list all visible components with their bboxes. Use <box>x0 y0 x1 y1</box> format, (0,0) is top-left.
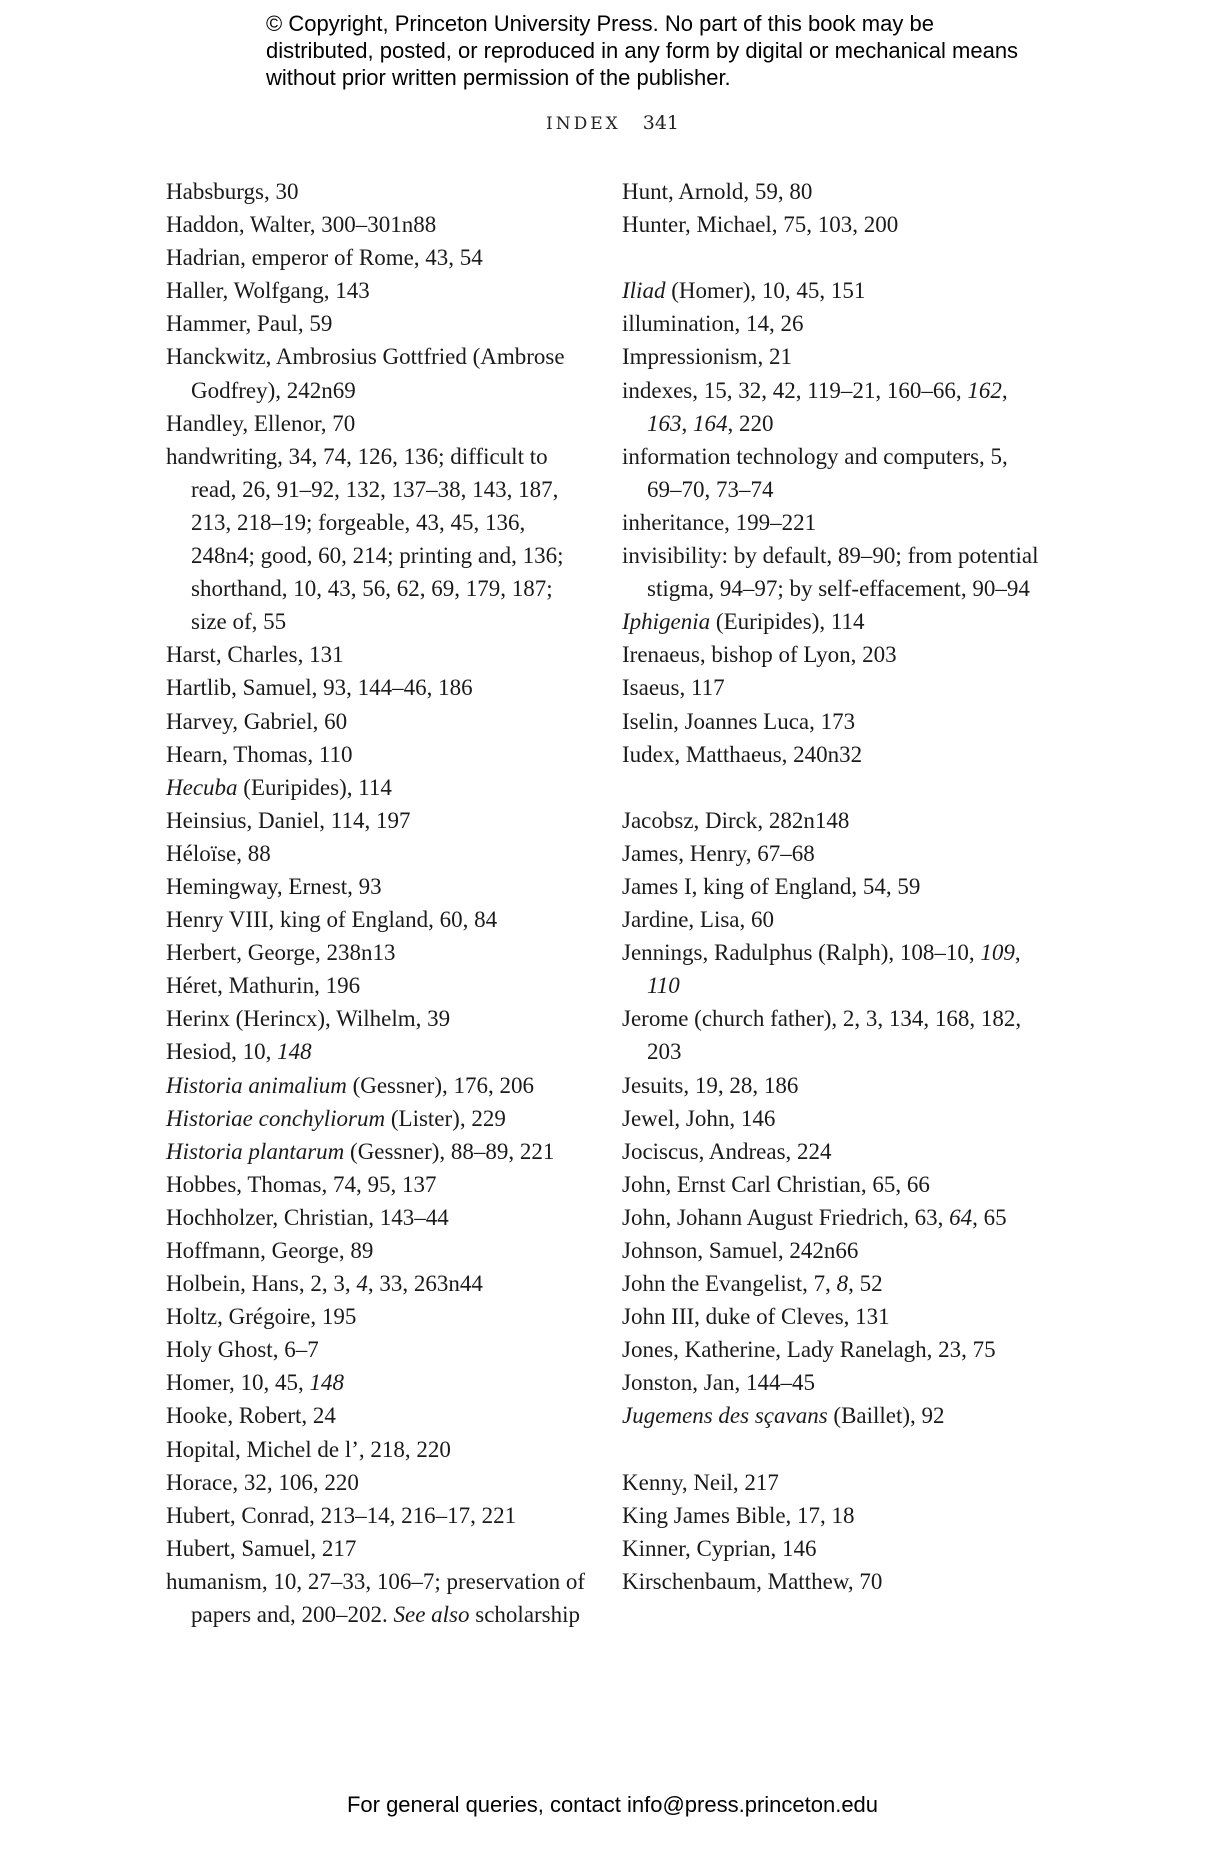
index-entry: Holbein, Hans, 2, 3, 4, 33, 263n44 <box>166 1271 483 1297</box>
index-entry: Iliad (Homer), 10, 45, 151 <box>622 278 866 304</box>
index-entry: Homer, 10, 45, 148 <box>166 1370 344 1396</box>
index-entry: Hubert, Samuel, 217 <box>166 1535 357 1561</box>
index-entry: Iphigenia (Euripides), 114 <box>622 609 865 635</box>
index-entry: Héret, Mathurin, 196 <box>166 973 361 999</box>
index-entry: Hemingway, Ernest, 93 <box>166 873 382 899</box>
index-entry: John the Evangelist, 7, 8, 52 <box>622 1271 883 1297</box>
index-entry: Isaeus, 117 <box>622 675 725 701</box>
letter-gap <box>622 771 1042 804</box>
letter-gap <box>622 241 1042 274</box>
index-entry: Hadrian, emperor of Rome, 43, 54 <box>166 245 483 271</box>
index-entry: Hearn, Thomas, 110 <box>166 741 353 767</box>
index-entry: inheritance, 199–221 <box>622 509 817 535</box>
copyright-notice: © Copyright, Princeton University Press. No part of this book may be distributed, posted, or reproduced in any form by digital or mechanical means without prior written permission of the publisher. <box>266 11 1019 90</box>
footer-contact: For general queries, contact info@press.princeton.edu <box>346 1792 879 1817</box>
letter-gap <box>622 1433 1042 1466</box>
index-entry: Hopital, Michel de l’, 218, 220 <box>166 1436 451 1462</box>
index-entry: humanism, 10, 27–33, 106–7; preservation of papers and, 200–202. See also scholarship <box>166 1568 586 1628</box>
index-entry: Hammer, Paul, 59 <box>166 311 333 337</box>
index-entry: Horace, 32, 106, 220 <box>166 1469 359 1495</box>
index-entry: Kirschenbaum, Matthew, 70 <box>622 1568 883 1594</box>
index-entry: Heinsius, Daniel, 114, 197 <box>166 807 411 833</box>
index-entry: Hartlib, Samuel, 93, 144–46, 186 <box>166 675 473 701</box>
index-entry: Jociscus, Andreas, 224 <box>622 1138 832 1164</box>
index-entry: Hanckwitz, Ambrosius Gottfried (Ambrose Godfrey), 242n69 <box>166 344 565 403</box>
index-entry: Holy Ghost, 6–7 <box>166 1337 319 1363</box>
index-entry: Impressionism, 21 <box>622 344 792 370</box>
index-entry: King James Bible, 17, 18 <box>622 1502 855 1528</box>
index-entry: Iudex, Matthaeus, 240n32 <box>622 741 863 767</box>
index-entry: James, Henry, 67–68 <box>622 840 815 866</box>
index-entry: Historiae conchyliorum (Lister), 229 <box>166 1105 506 1131</box>
index-entry: handwriting, 34, 74, 126, 136; difficult to read, 26, 91–92, 132, 137–38, 143, 187, 213, 218–19; forgeable, 43, 45, 136, 248n4; good, 60, 214; printing and, 136; shorthand, 10, 43, 56, 62, 69, 179, 187; size of, 55 <box>166 443 564 635</box>
index-entry: Haller, Wolfgang, 143 <box>166 278 370 304</box>
index-entry: Irenaeus, bishop of Lyon, 203 <box>622 642 897 668</box>
index-entry: Historia animalium (Gessner), 176, 206 <box>166 1072 534 1098</box>
index-entry: Handley, Ellenor, 70 <box>166 410 356 436</box>
index-entry: Hooke, Robert, 24 <box>166 1403 336 1429</box>
index-column-right <box>622 175 1042 1598</box>
index-entry: Habsburgs, 30 <box>166 179 299 204</box>
index-entry: Harst, Charles, 131 <box>166 642 344 668</box>
index-entry: Hubert, Conrad, 213–14, 216–17, 221 <box>166 1502 517 1528</box>
index-entry: John III, duke of Cleves, 131 <box>622 1304 890 1330</box>
index-entry: Kenny, Neil, 217 <box>622 1469 779 1495</box>
index-entry: Hoffmann, George, 89 <box>166 1238 374 1263</box>
index-entry: Kinner, Cyprian, 146 <box>622 1535 817 1561</box>
index-entry: Harvey, Gabriel, 60 <box>166 708 348 734</box>
index-entry: John, Ernst Carl Christian, 65, 66 <box>622 1171 930 1197</box>
index-entry: Henry VIII, king of England, 60, 84 <box>166 907 498 933</box>
index-entry: illumination, 14, 26 <box>622 311 804 337</box>
index-entry: Johnson, Samuel, 242n66 <box>622 1238 859 1263</box>
index-entry: Héloïse, 88 <box>166 840 271 866</box>
index-entry: Hecuba (Euripides), 114 <box>166 774 392 800</box>
index-entry: Jennings, Radulphus (Ralph), 108–10, 109, 110 <box>622 940 1021 999</box>
page-number: 341 <box>642 112 679 134</box>
index-entry: Hobbes, Thomas, 74, 95, 137 <box>166 1171 437 1197</box>
index-entry: information technology and computers, 5, 69–70, 73–74 <box>622 443 1008 502</box>
index-entry: Jerome (church father), 2, 3, 134, 168, 182, 203 <box>622 1006 1022 1065</box>
index-entry: Holtz, Grégoire, 195 <box>166 1304 357 1330</box>
section-label: INDEX <box>546 114 621 134</box>
index-entry: Iselin, Joannes Luca, 173 <box>622 708 856 734</box>
running-header <box>0 112 1225 134</box>
index-entry: Hunt, Arnold, 59, 80 <box>622 179 813 204</box>
index-entry: Jewel, John, 146 <box>622 1105 776 1131</box>
index-entry: Jacobsz, Dirck, 282n148 <box>622 807 850 833</box>
index-entry: Jardine, Lisa, 60 <box>622 907 775 933</box>
index-entry: invisibility: by default, 89–90; from potential stigma, 94–97; by self-effacement, 90–94 <box>622 543 1039 602</box>
index-entry: Hesiod, 10, 148 <box>166 1039 312 1065</box>
index-entry: Jones, Katherine, Lady Ranelagh, 23, 75 <box>622 1337 996 1363</box>
index-entry: Hunter, Michael, 75, 103, 200 <box>622 212 899 238</box>
index-entry: James I, king of England, 54, 59 <box>622 873 921 899</box>
index-column-left <box>166 175 586 1631</box>
index-entry: Jugemens des sçavans (Baillet), 92 <box>622 1403 945 1429</box>
index-entry: Jonston, Jan, 144–45 <box>622 1370 815 1396</box>
index-entry: John, Johann August Friedrich, 63, 64, 65 <box>622 1204 1007 1230</box>
index-entry: Herbert, George, 238n13 <box>166 940 396 966</box>
index-entry: Haddon, Walter, 300–301n88 <box>166 212 437 238</box>
index-entry: Jesuits, 19, 28, 186 <box>622 1072 799 1098</box>
index-entry: Herinx (Herincx), Wilhelm, 39 <box>166 1006 451 1032</box>
index-entry: indexes, 15, 32, 42, 119–21, 160–66, 162, 163, 164, 220 <box>622 377 1008 436</box>
index-entry: Historia plantarum (Gessner), 88–89, 221 <box>166 1138 555 1164</box>
index-entry: Hochholzer, Christian, 143–44 <box>166 1204 449 1230</box>
